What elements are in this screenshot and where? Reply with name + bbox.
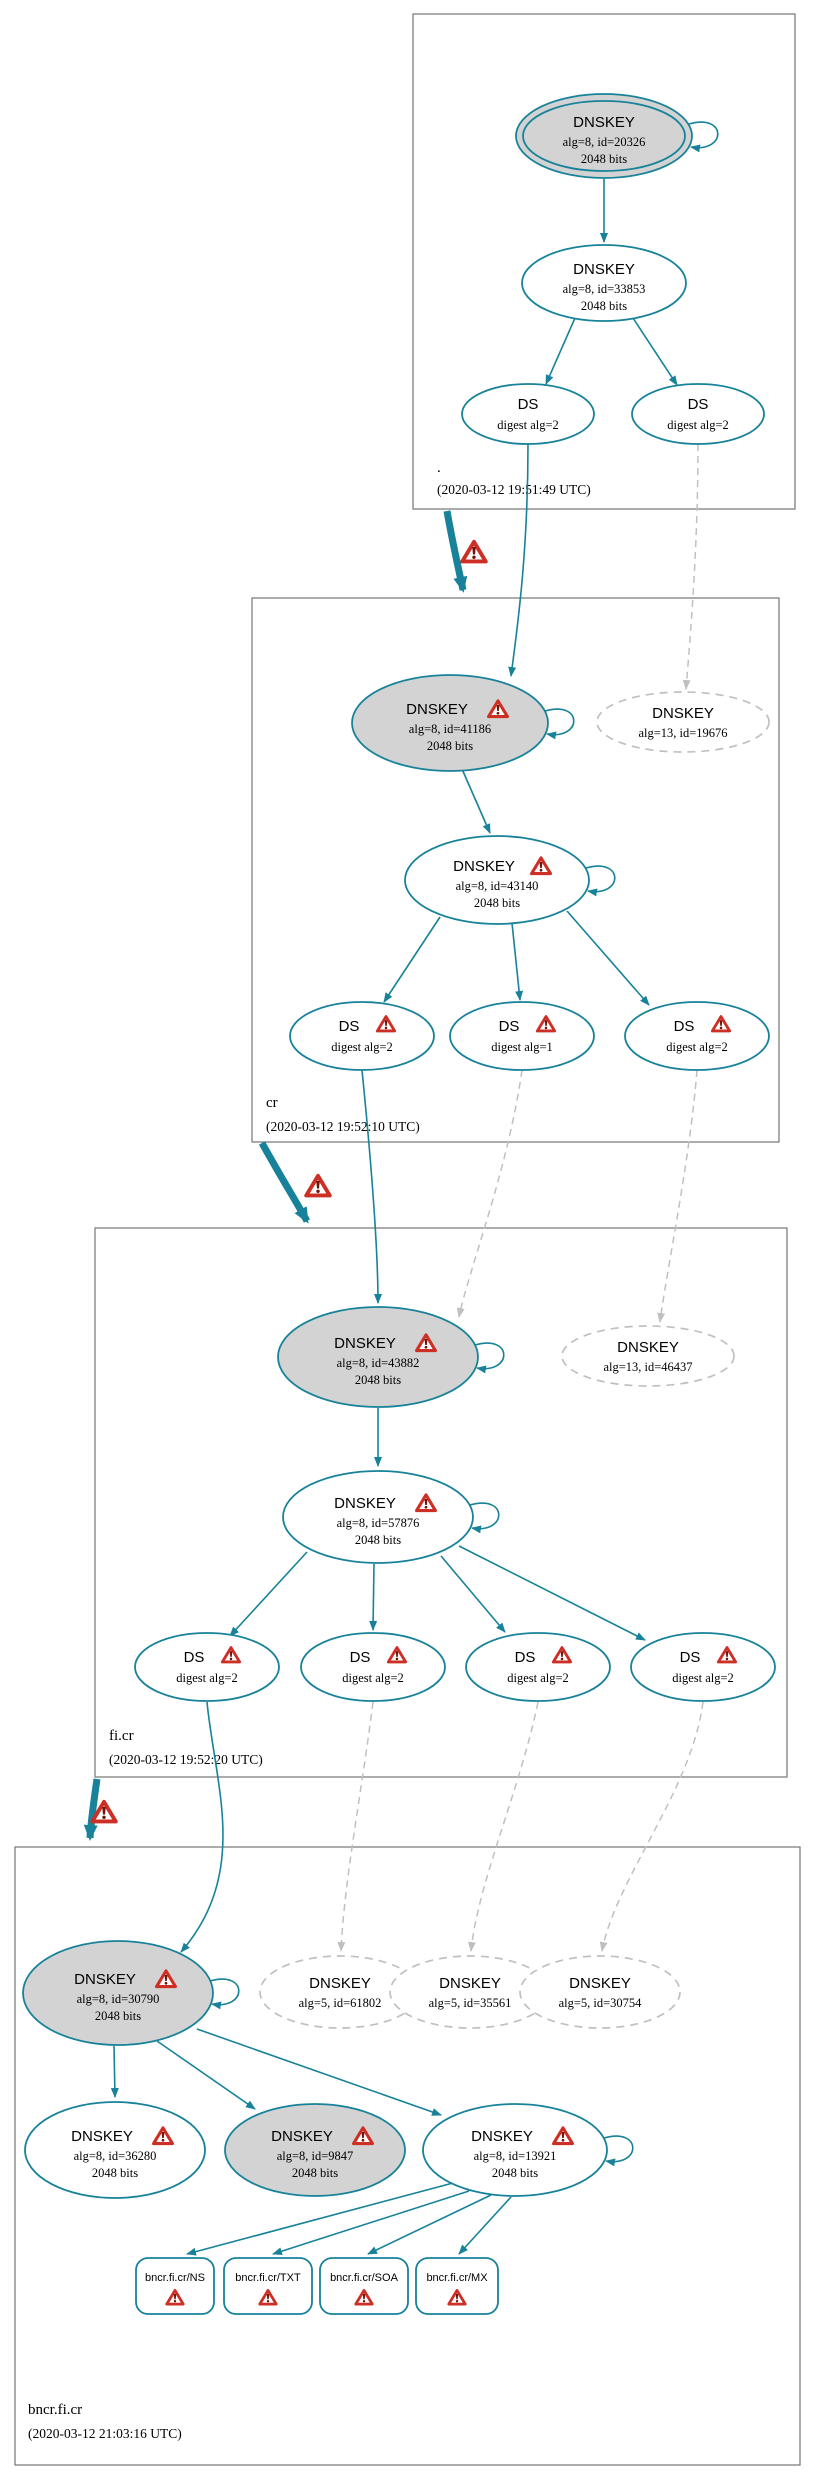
node-detail: alg=8, id=9847 bbox=[276, 2149, 354, 2163]
node-detail: alg=13, id=46437 bbox=[603, 1360, 693, 1374]
dnskey-node-30754-missing[interactable] bbox=[520, 1956, 680, 2028]
ds-node-cr-2[interactable] bbox=[450, 1002, 594, 1070]
dnskey-node-43882[interactable] bbox=[278, 1307, 478, 1407]
dnskey-node-43140[interactable] bbox=[405, 836, 589, 924]
zone-timestamp: (2020-03-12 19:52:10 UTC) bbox=[266, 1119, 420, 1134]
ds-node-ficr-2[interactable] bbox=[301, 1633, 445, 1701]
node-title: DNSKEY bbox=[569, 1975, 631, 1992]
ds-node-root-right[interactable] bbox=[632, 384, 764, 444]
rrset-node-soa[interactable] bbox=[320, 2258, 408, 2314]
node-detail: alg=5, id=35561 bbox=[428, 1996, 512, 2010]
rrset-label: bncr.fi.cr/MX bbox=[426, 2272, 488, 2284]
node-detail: alg=8, id=13921 bbox=[473, 2149, 557, 2163]
ds-node-cr-1[interactable] bbox=[290, 1002, 434, 1070]
node-title: DS bbox=[679, 1649, 701, 1666]
node-size: 2048 bits bbox=[291, 2166, 339, 2180]
node-title: DS bbox=[687, 396, 709, 413]
ds-node-root-left[interactable] bbox=[462, 384, 594, 444]
node-title: DNSKEY bbox=[471, 2128, 533, 2145]
zone-timestamp: (2020-03-12 19:52:20 UTC) bbox=[109, 1752, 263, 1767]
node-detail: alg=8, id=41186 bbox=[408, 722, 492, 736]
node-detail: alg=8, id=57876 bbox=[336, 1516, 420, 1530]
node-size: 2048 bits bbox=[426, 739, 474, 753]
node-title: DNSKEY bbox=[439, 1975, 501, 1992]
ds-node-ficr-3[interactable] bbox=[466, 1633, 610, 1701]
node-title: DNSKEY bbox=[652, 705, 714, 722]
node-title: DNSKEY bbox=[334, 1495, 396, 1512]
node-detail: alg=5, id=61802 bbox=[298, 1996, 382, 2010]
dnskey-node-46437-missing[interactable] bbox=[562, 1326, 734, 1386]
node-size: 2048 bits bbox=[491, 2166, 539, 2180]
node-detail: digest alg=2 bbox=[507, 1671, 569, 1685]
warning-icon bbox=[462, 542, 486, 562]
node-title: DS bbox=[349, 1649, 371, 1666]
rrset-label: bncr.fi.cr/NS bbox=[145, 2272, 205, 2284]
node-detail: digest alg=1 bbox=[491, 1040, 553, 1054]
node-detail: alg=8, id=43882 bbox=[336, 1356, 420, 1370]
ds-node-cr-3[interactable] bbox=[625, 1002, 769, 1070]
node-title: DNSKEY bbox=[271, 2128, 333, 2145]
delegation-arrow-ficr-to-bncr bbox=[90, 1779, 97, 1838]
rrset-node-txt[interactable] bbox=[224, 2258, 312, 2314]
node-title: DNSKEY bbox=[406, 701, 468, 718]
node-title: DNSKEY bbox=[71, 2128, 133, 2145]
zone-label: bncr.fi.cr bbox=[28, 2402, 83, 2418]
node-title: DS bbox=[673, 1018, 695, 1035]
node-size: 2048 bits bbox=[354, 1373, 402, 1387]
node-detail: digest alg=2 bbox=[176, 1671, 238, 1685]
dnskey-node-9847[interactable] bbox=[225, 2104, 405, 2196]
dnskey-node-36280[interactable] bbox=[25, 2102, 205, 2198]
node-detail: alg=13, id=19676 bbox=[638, 726, 728, 740]
rrset-label: bncr.fi.cr/SOA bbox=[330, 2272, 398, 2284]
node-title: DNSKEY bbox=[334, 1335, 396, 1352]
dnskey-node-41186[interactable] bbox=[352, 675, 548, 771]
node-size: 2048 bits bbox=[91, 2166, 139, 2180]
node-detail: digest alg=2 bbox=[342, 1671, 404, 1685]
ds-node-ficr-4[interactable] bbox=[631, 1633, 775, 1701]
node-detail: digest alg=2 bbox=[666, 1040, 728, 1054]
node-title: DNSKEY bbox=[309, 1975, 371, 1992]
rrset-label: bncr.fi.cr/TXT bbox=[235, 2272, 301, 2284]
dnskey-node-13921[interactable] bbox=[423, 2104, 607, 2196]
rrset-node-mx[interactable] bbox=[416, 2258, 498, 2314]
node-detail: digest alg=2 bbox=[672, 1671, 734, 1685]
warning-icon bbox=[306, 1176, 330, 1196]
node-title: DS bbox=[338, 1018, 360, 1035]
zone-timestamp: (2020-03-12 21:03:16 UTC) bbox=[28, 2426, 182, 2441]
node-detail: alg=8, id=33853 bbox=[562, 282, 646, 296]
dnskey-node-57876[interactable] bbox=[283, 1471, 473, 1563]
node-size: 2048 bits bbox=[94, 2009, 142, 2023]
zone-timestamp: (2020-03-12 19:51:49 UTC) bbox=[437, 482, 591, 497]
node-size: 2048 bits bbox=[354, 1533, 402, 1547]
edge-57876-to-ficr-ds2 bbox=[373, 1564, 374, 1630]
delegation-arrow-root-to-cr bbox=[447, 511, 463, 590]
dnskey-node-20326[interactable] bbox=[516, 94, 692, 178]
node-detail: digest alg=2 bbox=[331, 1040, 393, 1054]
node-size: 2048 bits bbox=[580, 152, 628, 166]
node-detail: alg=5, id=30754 bbox=[558, 1996, 642, 2010]
node-title: DS bbox=[514, 1649, 536, 1666]
rrset-node-ns[interactable] bbox=[136, 2258, 214, 2314]
dnskey-node-30790[interactable] bbox=[23, 1941, 213, 2045]
node-detail: alg=8, id=43140 bbox=[455, 879, 539, 893]
node-detail: alg=8, id=30790 bbox=[76, 1992, 160, 2006]
dnskey-node-33853[interactable] bbox=[522, 245, 686, 321]
delegation-arrow-cr-to-ficr bbox=[262, 1143, 307, 1221]
node-title: DNSKEY bbox=[573, 114, 635, 131]
node-title: DNSKEY bbox=[74, 1971, 136, 1988]
zone-label: . bbox=[437, 460, 441, 476]
edge-30790-to-36280 bbox=[114, 2046, 115, 2097]
node-detail: digest alg=2 bbox=[497, 418, 559, 432]
node-detail: alg=8, id=20326 bbox=[562, 135, 646, 149]
node-detail: digest alg=2 bbox=[667, 418, 729, 432]
dnskey-node-19676-missing[interactable] bbox=[597, 692, 769, 752]
ds-node-ficr-1[interactable] bbox=[135, 1633, 279, 1701]
node-detail: alg=8, id=36280 bbox=[73, 2149, 157, 2163]
node-size: 2048 bits bbox=[473, 896, 521, 910]
node-size: 2048 bits bbox=[580, 299, 628, 313]
node-title: DS bbox=[183, 1649, 205, 1666]
node-title: DS bbox=[498, 1018, 520, 1035]
node-title: DNSKEY bbox=[453, 858, 515, 875]
node-title: DS bbox=[517, 396, 539, 413]
node-title: DNSKEY bbox=[573, 261, 635, 278]
zone-label: fi.cr bbox=[109, 1728, 134, 1744]
node-title: DNSKEY bbox=[617, 1339, 679, 1356]
zone-label: cr bbox=[266, 1095, 278, 1111]
